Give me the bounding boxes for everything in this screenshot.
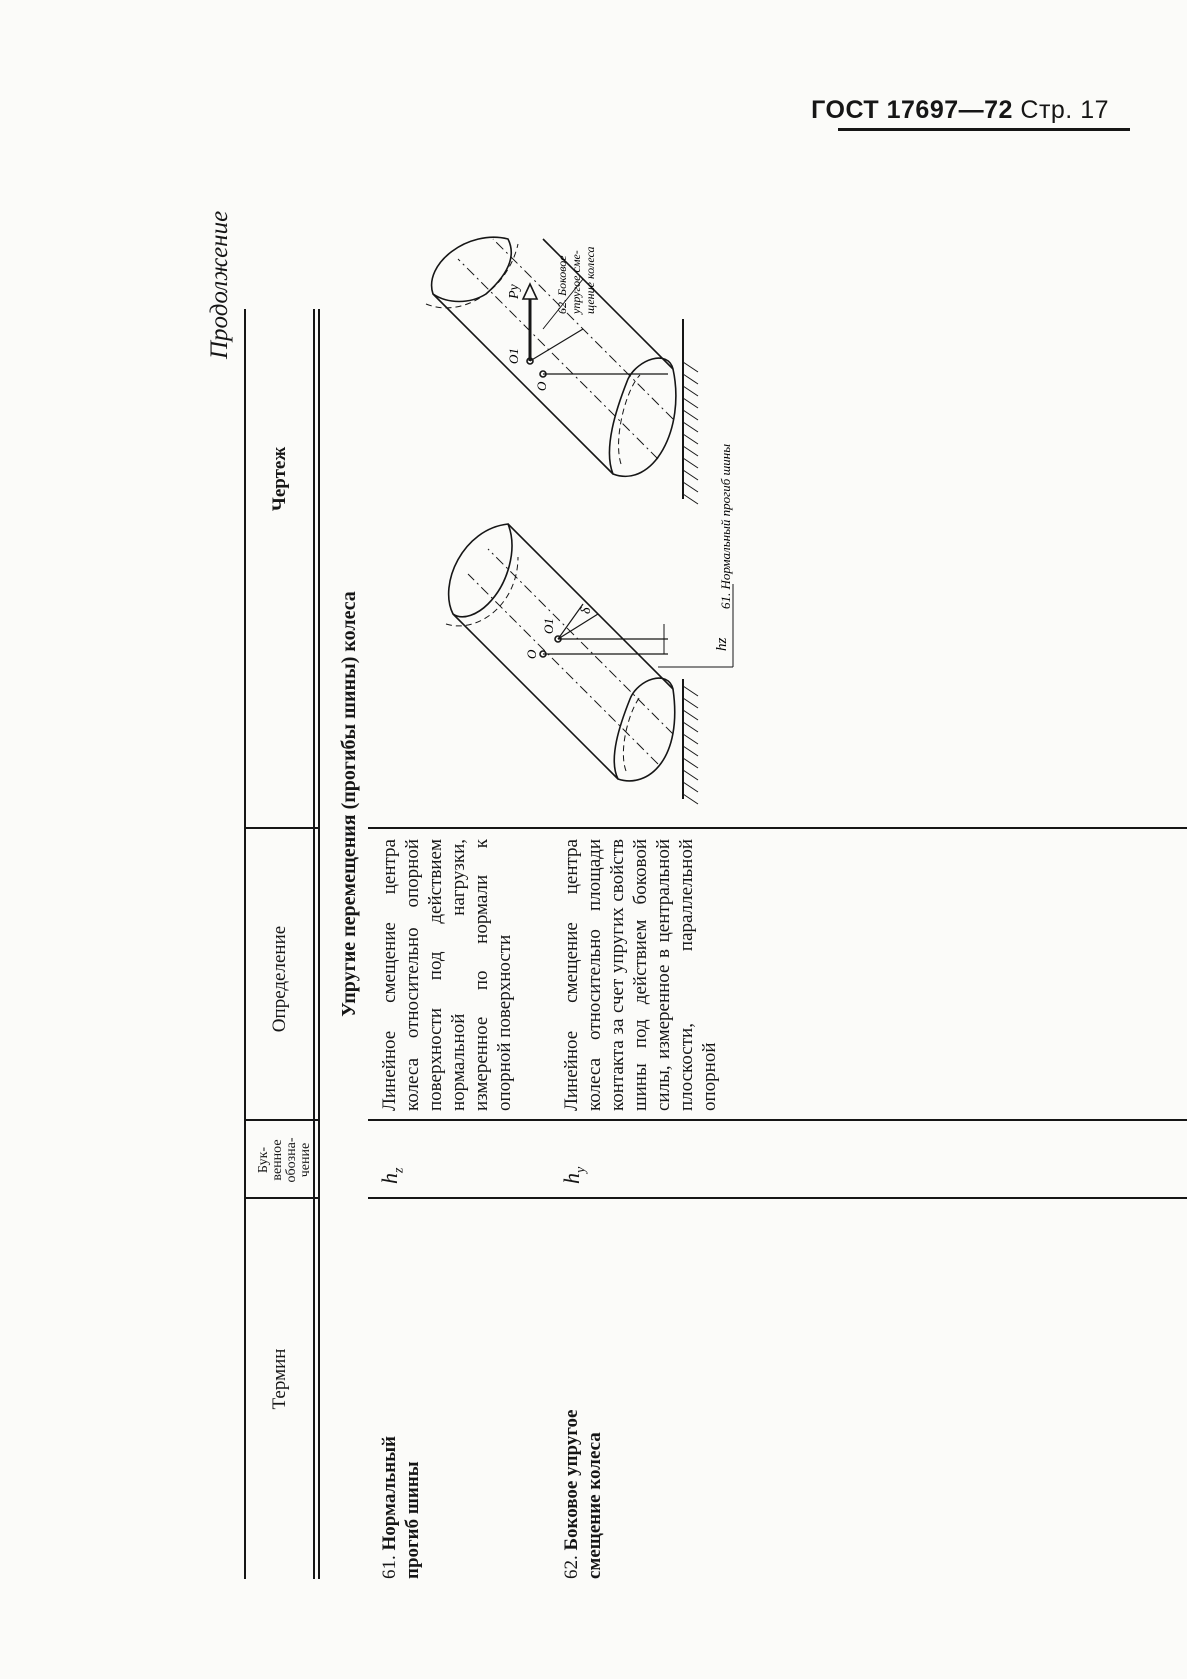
standard-number: ГОСТ 17697—72 <box>811 96 1013 124</box>
row-62-symbol <box>560 1167 592 1184</box>
section-title: Упругие перемещения (прогибы шины) колеса <box>338 591 360 1017</box>
row-62-term <box>560 1389 606 1579</box>
right-caption-line-2: упругое сме- <box>569 250 583 314</box>
left-angle-label: δ <box>579 607 594 614</box>
right-caption-line-3: щение колеса <box>583 246 597 314</box>
row-61-term-text: Нормальный прогиб шины <box>379 1436 423 1579</box>
right-caption-line-1: 62. Боковое <box>555 255 569 314</box>
col-header-symbol: Бук-венное обозна-чение <box>256 1137 313 1183</box>
row-62-number: 62. <box>561 1555 582 1579</box>
row-sep-symbol-definition <box>368 1119 1187 1121</box>
header-bottom-rule <box>313 309 315 1579</box>
normal-deflection-figure <box>446 524 733 804</box>
row-61-number: 61. <box>379 1555 400 1579</box>
page-number: Стр. 17 <box>1020 96 1109 124</box>
left-center-point-o: O <box>524 649 539 659</box>
right-center-point-o: O <box>534 381 549 391</box>
row-62-symbol-main: h <box>559 1173 584 1184</box>
col-header-drawing: Чертеж <box>269 446 290 512</box>
col-sep-definition-drawing <box>244 827 318 829</box>
force-label: Py <box>507 284 522 299</box>
right-center-point-o1: O1 <box>506 348 521 364</box>
header-bottom-rule-2 <box>318 309 320 1579</box>
col-header-term: Термин <box>269 1348 290 1410</box>
continuation-label: Продолжение <box>206 210 233 359</box>
left-dim-label: hz <box>714 637 730 651</box>
page-header <box>811 96 1109 125</box>
col-sep-term-symbol <box>244 1197 318 1199</box>
row-sep-definition-drawing <box>368 827 1187 829</box>
tire-deflection-drawing <box>368 219 748 819</box>
table-top-rule <box>244 309 246 1579</box>
left-center-point-o1: O1 <box>541 618 556 634</box>
row-62-term-text: Боковое упругое смещение колеса <box>561 1409 605 1579</box>
row-62-symbol-sub: y <box>573 1166 589 1173</box>
row-61-term <box>378 1389 424 1579</box>
left-figure-caption: 61. Нормальный прогиб шины <box>718 443 733 609</box>
rotated-table <box>200 165 1120 1579</box>
row-61-definition: Линейное смещение центра колеса относительно опорной поверхности под действием нормальной нагрузки, измеренное по нормали к опорной поверхности <box>379 839 515 1111</box>
row-61-symbol-sub: z <box>391 1167 407 1173</box>
row-sep-term-symbol <box>368 1197 1187 1199</box>
col-sep-symbol-definition <box>244 1119 318 1121</box>
col-header-definition: Определение <box>269 925 290 1033</box>
row-61-symbol <box>378 1168 410 1184</box>
row-62-definition: Линейное смещение центра колеса относительно площади контакта за счет упругих свойств шины под действием боковой силы, измеренное в центральной плоскости, параллельной опорной <box>561 839 720 1111</box>
row-61-symbol-main: h <box>377 1173 402 1184</box>
header-rule <box>838 128 1130 131</box>
